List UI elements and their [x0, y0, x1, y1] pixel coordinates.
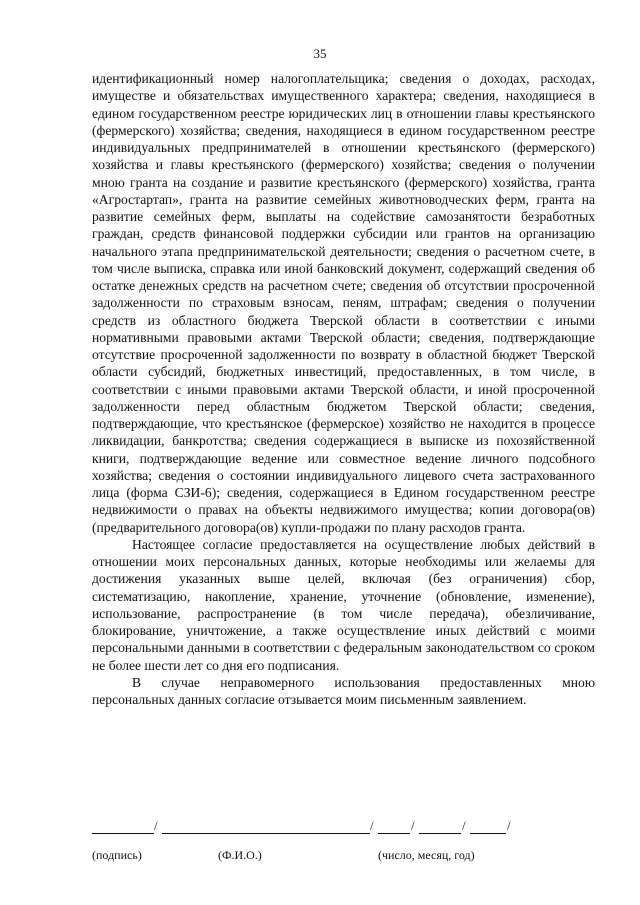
paragraph-data-list: идентификационный номер налогоплательщика; сведения о доходах, расходах, имуществе и обязательствах имущественного характера; сведения, находящиеся в едином государственном реестре юридических лиц в отношении главы крестьянского (фермерского) хозяйства; сведения, находящиеся в едином государственном реестре индивидуальных предпринимателей в отношении крестьянского (фермерского) хозяйства и главы крестьянского (фермерского) хозяйства; сведения о получении мною гранта на создание и развитие крестьянского (фермерского) хозяйства, гранта «Агростартап», гранта на развитие семейных животноводческих ферм, гранта на развитие семейных ферм, выплаты на содействие самозанятости безработных граждан, средств финансовой поддержки субсидии или грантов на организацию начального этапа предпринимательской деятельности; сведения о расчетном счете, в том числе выписка, справка или иной банковский документ, содержащий сведения об остатке денежных средств на расчетном счете; сведения об отсутствии просроченной задолженности по страховым взносам, пеням, штрафам; сведения о получении средств из областного бюджета Тверской области в соответствии с иными нормативными правовыми актами Тверской области; сведения, подтверждающие отсутствие просроченной задолженности по возврату в областной бюджет Тверской области субсидий, бюджетных инвестиций, предоставленных, в том числе, в соответствии с иными правовыми актами Тверской области, и иной просроченной задолженности перед областным бюджетом Тверской области; сведения, подтверждающие, что крестьянское (фермерское) хозяйство не находится в процессе ликвидации, банкротства; сведения содержащиеся в выписке из похозяйственной книги, подтверждающие ведение или совместное ведение личного подсобного хозяйства; сведения о состоянии индивидуального лицевого счета застрахованного лица (форма СЗИ-6); сведения, содержащиеся в Едином государственном реестре недвижимости о правах на объекты недвижимого имущества; копии договора(ов) (предварительного договора(ов) купли-продажи по плану расходов гранта. [92, 71, 595, 535]
caption-signature: (подпись) [92, 848, 142, 862]
signature-line [92, 820, 595, 834]
day-blank [378, 820, 410, 834]
slash-separator: / [507, 818, 511, 833]
full-name-blank [162, 820, 370, 834]
caption-date: (число, месяц, год) [378, 848, 475, 862]
slash-separator: / [154, 818, 158, 833]
year-blank [470, 820, 506, 834]
document-body [92, 70, 595, 708]
caption-full-name: (Ф.И.О.) [218, 848, 262, 862]
slash-separator: / [411, 818, 415, 833]
paragraph-consent-revocation: В случае неправомерного использования предоставленных мною персональных данных согласие отзывается моим письменным заявлением. [92, 674, 595, 707]
month-blank [419, 820, 461, 834]
slash-separator: / [462, 818, 466, 833]
signature-blank [92, 820, 154, 834]
page-number: 35 [313, 46, 327, 61]
slash-separator: / [370, 818, 374, 833]
paragraph-consent-scope: Настоящее согласие предоставляется на осуществление любых действий в отношении моих персональных данных, которые необходимы или желаемы для достижения указанных выше целей, включая (без ограничения) сбор, систематизацию, накопление, хранение, уточнение (обновление, изменение), использование, распространение (в том числе передача), обезличивание, блокирование, уничтожение, а также осуществление иных действий с моими персональными данными в соответствии с федеральным законодательством со сроком не более шести лет со дня его подписания. [92, 536, 595, 673]
